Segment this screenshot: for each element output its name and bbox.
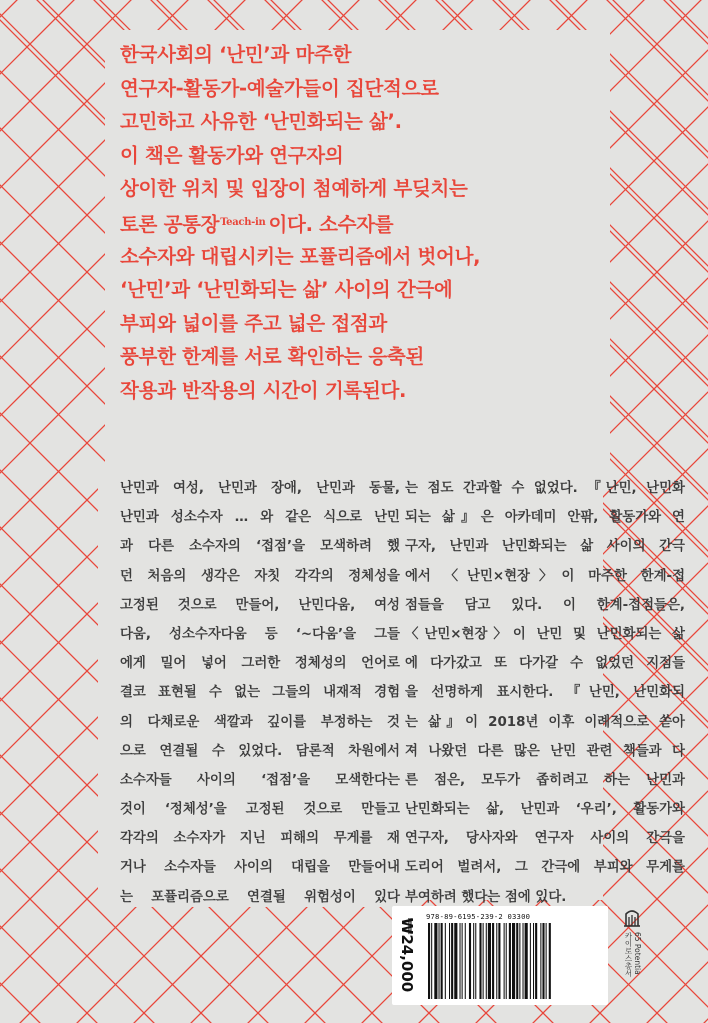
barcode-bar — [509, 923, 511, 999]
barcode-bar — [445, 923, 446, 999]
intro-text: 토론 공통장 — [120, 212, 220, 236]
barcode-bar — [533, 923, 534, 999]
body-column-left — [120, 474, 400, 912]
body-line: 는 포퓰리즘으로 연결될 위험성이 있다 — [120, 889, 400, 905]
body-line: 에서 〈난민×현장〉이 마주한 한계-접 — [405, 568, 685, 584]
intro-line: ‘난민’과 ‘난민화되는 삶’ 사이의 간극에 — [120, 278, 453, 302]
barcode-bar — [469, 923, 471, 999]
intro-line — [120, 206, 590, 240]
body-line: 연구자, 당사자와 연구자 사이의 간극을 — [405, 831, 685, 847]
body-line: 던 처음의 생각은 자칫 각각의 정체성을 — [120, 568, 400, 584]
pattern-line — [0, 0, 47, 1023]
pattern-line — [0, 0, 27, 1023]
barcode-bar — [535, 923, 537, 999]
body-line: 져 나왔던 다른 많은 난민 관련 책들과 다 — [405, 743, 685, 759]
barcode-bar — [496, 923, 497, 999]
publisher-name: 카이로스총서 — [624, 932, 633, 977]
barcode-bar — [540, 923, 541, 999]
body-line: 을 선명하게 표시한다. 『난민, 난민화되 — [405, 685, 685, 701]
intro-blurb — [120, 38, 590, 408]
body-line: 으로 연결될 수 있었다. 담론적 차원에서 — [120, 743, 400, 759]
barcode-bar — [473, 923, 474, 999]
body-line: 소수자들 사이의 ‘접점’을 모색한다는 — [120, 772, 400, 788]
price-text: ₩24,000 — [398, 917, 416, 993]
barcode-bar — [479, 923, 481, 999]
intro-line: 부피와 넓이를 주고 넓은 접점과 — [120, 311, 387, 335]
barcode-bar — [428, 923, 430, 999]
body-line: 각각의 소수자가 지닌 피해의 무게를 재 — [120, 831, 400, 847]
body-line: 는 삶』이 2018년 이후 이례적으로 쏟아 — [405, 714, 685, 730]
barcode-bar — [434, 923, 437, 999]
body-line: 난민과 성소수자 … 와 같은 식으로 난민 — [120, 510, 400, 526]
barcode-bar — [454, 923, 457, 999]
barcode-bar — [465, 923, 466, 999]
barcode-bar — [441, 923, 443, 999]
intro-line: 소수자와 대립시키는 포퓰리즘에서 벗어나, — [120, 244, 481, 268]
barcode-bar — [530, 923, 531, 999]
body-line: 에 다가갔고 또 다가갈 수 없었던 지점들 — [405, 656, 685, 672]
price-label — [396, 910, 418, 1000]
barcode-bar — [492, 923, 494, 999]
barcode-bar — [460, 923, 461, 999]
body-line: 〈난민×현장〉이 난민 및 난민화되는 삶 — [405, 626, 685, 642]
body-line: 거나 소수자들 사이의 대립을 만들어내 — [120, 860, 400, 876]
barcode-bar — [542, 923, 544, 999]
intro-line: 작용과 반작용의 시간이 기록된다. — [120, 378, 407, 402]
body-line: 점들을 담고 있다. 이 한계-접점들은, — [405, 597, 685, 613]
body-line: 것이 ‘정체성’을 고정된 것으로 만들고 — [120, 802, 400, 818]
intro-line: 이 책은 활동가와 연구자의 — [120, 143, 344, 167]
isbn-number: 978-89-6195-239-2 03300 — [426, 912, 531, 921]
body-line: 른 점은, 모두가 좁히려고 하는 난민과 — [405, 772, 685, 788]
barcode-bar — [451, 923, 453, 999]
body-line: 결코 표현될 수 없는 그들의 내재적 경험 — [120, 685, 400, 701]
barcode-bar — [498, 923, 500, 999]
barcode-bar — [512, 923, 515, 999]
body-line: 의 다채로운 색깔과 깊이를 부정하는 것 — [120, 714, 400, 730]
body-column-right — [405, 474, 685, 912]
barcode-bar — [488, 923, 491, 999]
body-line: 되는 삶』은 아카데미 안팎, 활동가와 연 — [405, 510, 685, 526]
barcode-bar — [483, 923, 484, 999]
intro-line: 상이한 위치 및 입장이 첨예하게 부딪치는 — [120, 177, 468, 201]
body-line: 난민화되는 삶, 난민과 ‘우리’, 활동가와 — [405, 802, 685, 818]
intro-text: 이다. 소수자를 — [268, 212, 394, 236]
pattern-line — [0, 0, 104, 1023]
barcode-bar — [504, 923, 505, 999]
barcode-bar — [546, 923, 547, 999]
body-line: 구자, 난민과 난민화되는 삶 사이의 간극 — [405, 539, 685, 555]
body-line: 다움, 성소수자다움 등 ‘~다움’을 그들 — [120, 626, 400, 642]
barcode-bar — [549, 923, 551, 999]
publisher-mark — [617, 906, 647, 1006]
intro-line: 고민하고 사유한 ‘난민화되는 삶’. — [120, 110, 402, 134]
teach-in-superscript: Teach-in — [220, 216, 266, 228]
barcode-bar — [462, 923, 463, 999]
barcode-bar — [475, 923, 476, 999]
intro-line: 한국사회의 ‘난민’과 마주한 — [120, 43, 352, 66]
barcode-bar — [523, 923, 524, 999]
barcode-bars — [426, 923, 604, 999]
intro-line: 풍부한 한계를 서로 확인하는 응축된 — [120, 345, 425, 369]
barcode-bar — [516, 923, 518, 999]
barcode-bar — [525, 923, 528, 999]
barcode-bar — [519, 923, 520, 999]
body-line: 도리어 벌려서, 그 간극에 부피와 무게를 — [405, 860, 685, 876]
body-line: 에게 밀어 넣어 그러한 정체성의 언어로 — [120, 656, 400, 672]
barcode-bar — [431, 923, 432, 999]
intro-line: 연구자-활동가-예술가들이 집단적으로 — [120, 76, 439, 100]
body-line: 과 다른 소수자의 ‘접점’을 모색하려 했 — [120, 539, 400, 555]
barcode-bar — [486, 923, 487, 999]
body-line: 난민과 여성, 난민과 장애, 난민과 동물, — [120, 481, 400, 496]
series-name: 65 Potentia — [633, 932, 642, 975]
body-line: 고정된 것으로 만들어, 난민다움, 여성 — [120, 597, 400, 613]
publisher-logo-icon — [623, 906, 641, 928]
barcode-bar — [506, 923, 507, 999]
body-line: 부여하려 했다는 점에 있다. — [405, 889, 567, 905]
body-line: 는 점도 간과할 수 없었다. 『난민, 난민화 — [405, 481, 685, 496]
barcode-bar — [449, 923, 450, 999]
barcode-bar — [439, 923, 440, 999]
